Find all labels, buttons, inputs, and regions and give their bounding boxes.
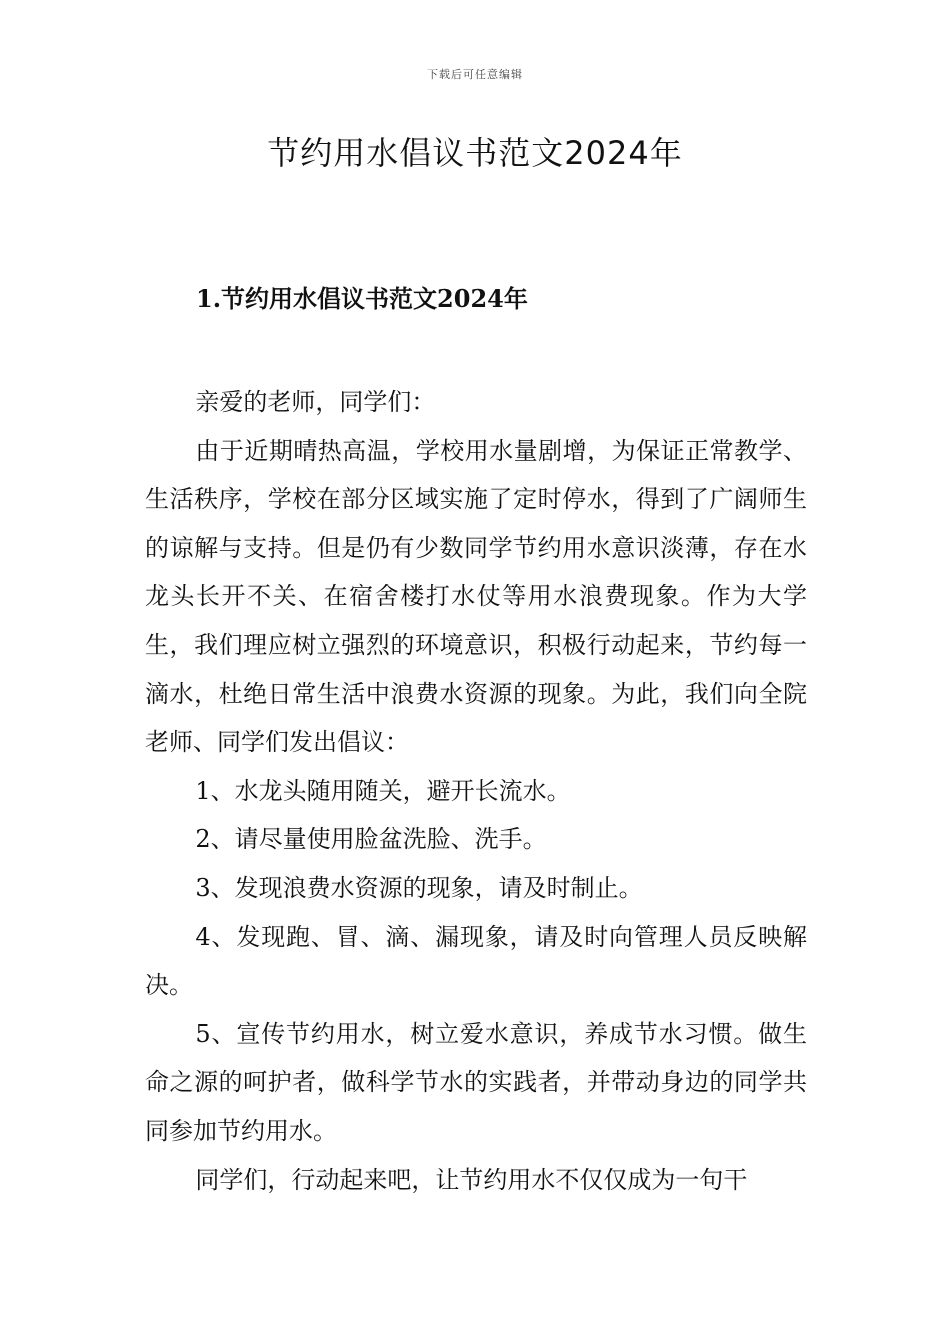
body-paragraph: 由于近期晴热高温，学校用水量剧增，为保证正常教学、生活秩序，学校在部分区域实施了定时停水，得到了广阔师生的谅解与支持。但是仍有少数同学节约用水意识淡薄，存在水龙头长开不关、在宿舍楼打水仗等用水浪费现象。作为大学生，我们理应树立强烈的环境意识，积极行动起来，节约每一滴水，杜绝日常生活中浪费水资源的现象。为此，我们向全院老师、同学们发出倡议： xyxy=(145,436,807,757)
section-heading: 1.节约用水倡议书范文2024年 xyxy=(196,284,528,313)
salutation-paragraph: 亲爱的老师，同学们： xyxy=(195,388,436,416)
list-item: 4、发现跑、冒、滴、漏现象，请及时向管理人员反映解决。 xyxy=(145,922,807,1000)
list-item: 2、请尽量使用脸盆洗脸、洗手。 xyxy=(195,825,547,854)
list-item: 5、宣传节约用水，树立爱水意识，养成节水习惯。做生命之源的呵护者，做科学节水的实践者，并带动身边的同学共同参加节约用水。 xyxy=(145,1019,807,1145)
document-body xyxy=(145,378,807,1204)
list-item: 1、水龙头随用随关，避开长流水。 xyxy=(195,776,571,805)
list-item: 3、发现浪费水资源的现象，请及时制止。 xyxy=(195,873,643,902)
page-title: 节约用水倡议书范文2024年 xyxy=(267,134,683,172)
header-note: 下载后可任意编辑 xyxy=(427,68,523,81)
body-paragraph: 同学们，行动起来吧，让节约用水不仅仅成为一句干 xyxy=(195,1165,748,1194)
